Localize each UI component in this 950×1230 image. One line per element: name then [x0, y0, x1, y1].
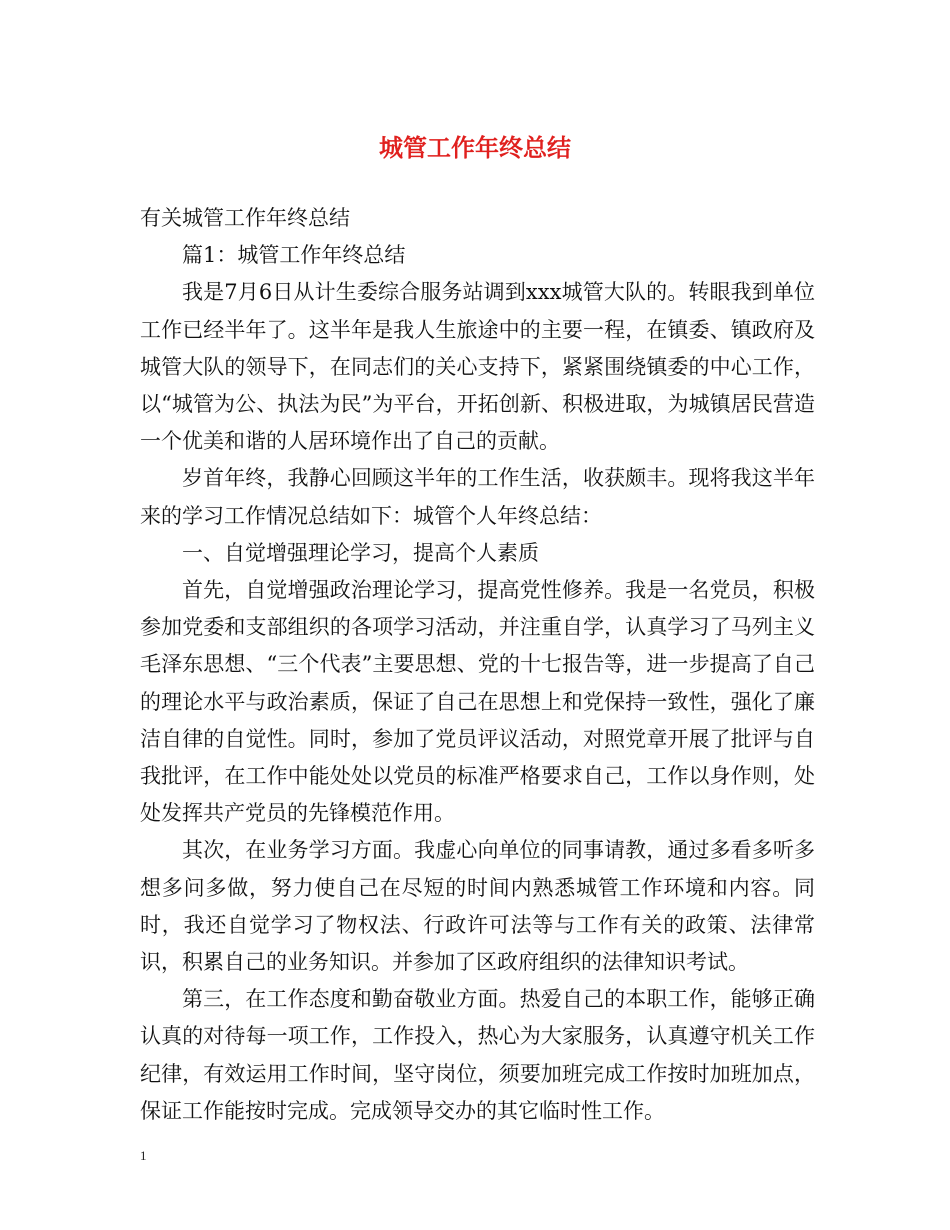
page-number: 1 — [140, 1148, 147, 1163]
paragraph: 我是7月6日从计生委综合服务站调到xxx城管大队的。转眼我到单位工作已经半年了。这半年是我人生旅途中的主要一程，在镇委、镇政府及城管大队的领导下，在同志们的关心支持下，紧紧围绕镇委的中心工作，以“城管为公、执法为民”为平台，开拓创新、积极进取，为城镇居民营造一个优美和谐的人居环境作出了自己的贡献。 — [140, 280, 815, 454]
paragraph: 篇1：城管工作年终总结 — [182, 243, 406, 268]
paragraph: 首先，自觉增强政治理论学习，提高党性修养。我是一名党员，积极参加党委和支部组织的各项学习活动，并注重自学，认真学习了马列主义毛泽东思想、“三个代表”主要思想、党的十七报告等，进一步提高了自己的理论水平与政治素质，保证了自己在思想上和党保持一致性，强化了廉洁自律的自觉性。同时，参加了党员评议活动，对照党章开展了批评与自我批评，在工作中能处处以党员的标准严格要求自己，工作以身作则，处处发挥共产党员的先锋模范作用。 — [140, 578, 815, 826]
paragraph: 有关城管工作年终总结 — [140, 206, 350, 230]
paragraph: 第三，在工作态度和勤奋敬业方面。热爱自己的本职工作，能够正确认真的对待每一项工作，工作投入，热心为大家服务，认真遵守机关工作纪律，有效运用工作时间，坚守岗位，须要加班完成工作按时加班加点，保证工作能按时完成。完成领导交办的其它临时性工作。 — [140, 987, 815, 1123]
document-body — [140, 200, 815, 1130]
paragraph: 一、自觉增强理论学习，提高个人素质 — [182, 540, 539, 565]
document-title: 城管工作年终总结 — [379, 133, 571, 162]
paragraph: 岁首年终，我静心回顾这半年的工作生活，收获颇丰。现将我这半年来的学习工作情况总结如下：城管个人年终总结： — [140, 466, 815, 528]
paragraph: 其次，在业务学习方面。我虚心向单位的同事请教，通过多看多听多想多问多做，努力使自己在尽短的时间内熟悉城管工作环境和内容。同时，我还自觉学习了物权法、行政许可法等与工作有关的政策、法律常识，积累自己的业务知识。并参加了区政府组织的法律知识考试。 — [140, 838, 815, 975]
